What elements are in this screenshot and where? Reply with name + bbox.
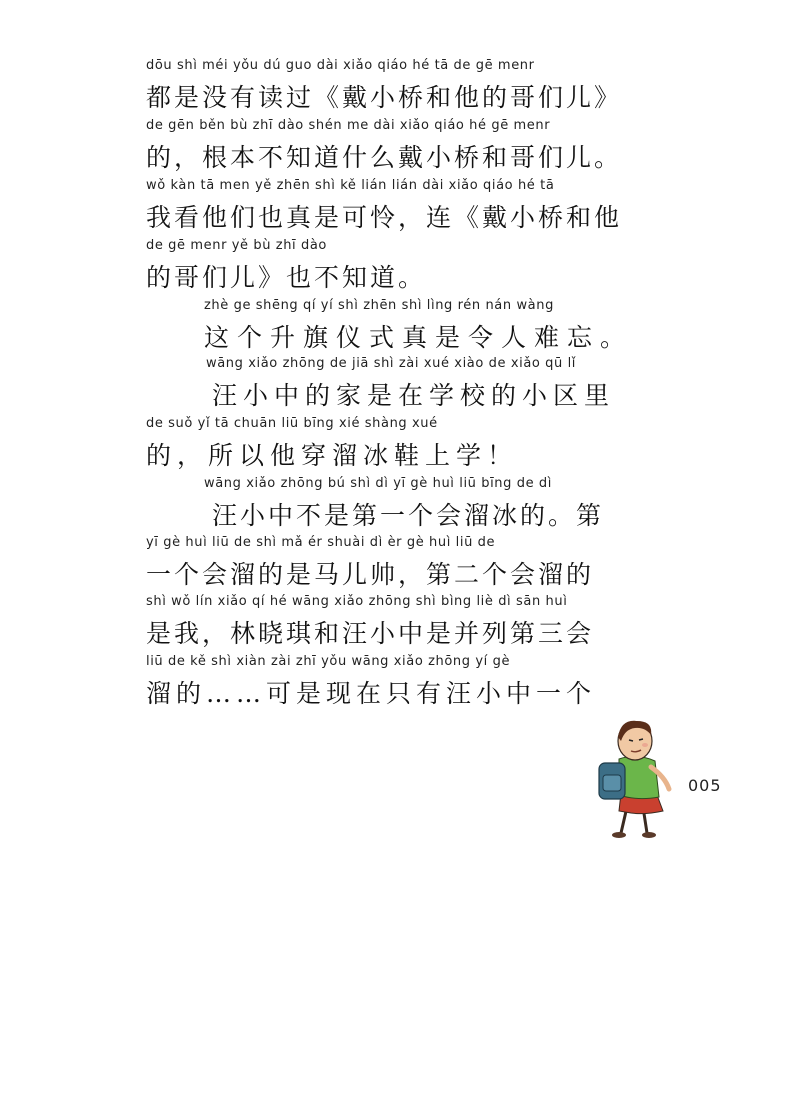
pinyin-line: liū de kě shì xiàn zài zhī yǒu wāng xiǎo zhōng yí gè <box>146 654 511 669</box>
pinyin-line: dōu shì méi yǒu dú guo dài xiǎo qiáo hé tā de gē menr <box>146 58 535 73</box>
pinyin-line: zhè ge shēng qí yí shì zhēn shì lìng rén nán wàng <box>204 298 554 313</box>
hanzi-line: 这个升旗仪式真是令人难忘。 <box>204 323 634 352</box>
pinyin-line: shì wǒ lín xiǎo qí hé wāng xiǎo zhōng shì bìng liè dì sān huì <box>146 594 568 609</box>
boy-with-backpack-illustration <box>585 715 695 840</box>
hanzi-line: 汪小中不是第一个会溜冰的。第 <box>212 501 605 530</box>
hanzi-line: 我看他们也真是可怜，连《戴小桥和他 <box>146 203 623 232</box>
hanzi-line: 都是没有读过《戴小桥和他的哥们儿》 <box>146 83 623 112</box>
hanzi-line: 溜的……可是现在只有汪小中一个 <box>146 679 597 708</box>
pinyin-line: yī gè huì liū de shì mǎ ér shuài dì èr gè huì liū de <box>146 535 496 550</box>
pinyin-line: wǒ kàn tā men yě zhēn shì kě lián lián dài xiǎo qiáo hé tā <box>146 178 555 193</box>
pinyin-line: de suǒ yǐ tā chuān liū bīng xié shàng xué <box>146 416 438 431</box>
hanzi-line: 的，所以他穿溜冰鞋上学！ <box>146 441 519 470</box>
pinyin-line: de gēn běn bù zhī dào shén me dài xiǎo qiáo hé gē menr <box>146 118 551 133</box>
hanzi-line: 的，根本不知道什么戴小桥和哥们儿。 <box>146 143 623 172</box>
page-number: 005 <box>688 776 722 795</box>
hanzi-line: 一个会溜的是马儿帅，第二个会溜的 <box>146 560 595 589</box>
hanzi-line: 是我，林晓琪和汪小中是并列第三会 <box>146 619 595 648</box>
pinyin-line: de gē menr yě bù zhī dào <box>146 238 327 253</box>
hanzi-line: 的哥们儿》也不知道。 <box>146 263 427 292</box>
pinyin-line: wāng xiǎo zhōng bú shì dì yī gè huì liū bīng de dì <box>204 476 552 491</box>
hanzi-line: 汪小中的家是在学校的小区里 <box>212 381 616 410</box>
pinyin-line: wāng xiǎo zhōng de jiā shì zài xué xiào de xiǎo qū lǐ <box>206 356 577 371</box>
